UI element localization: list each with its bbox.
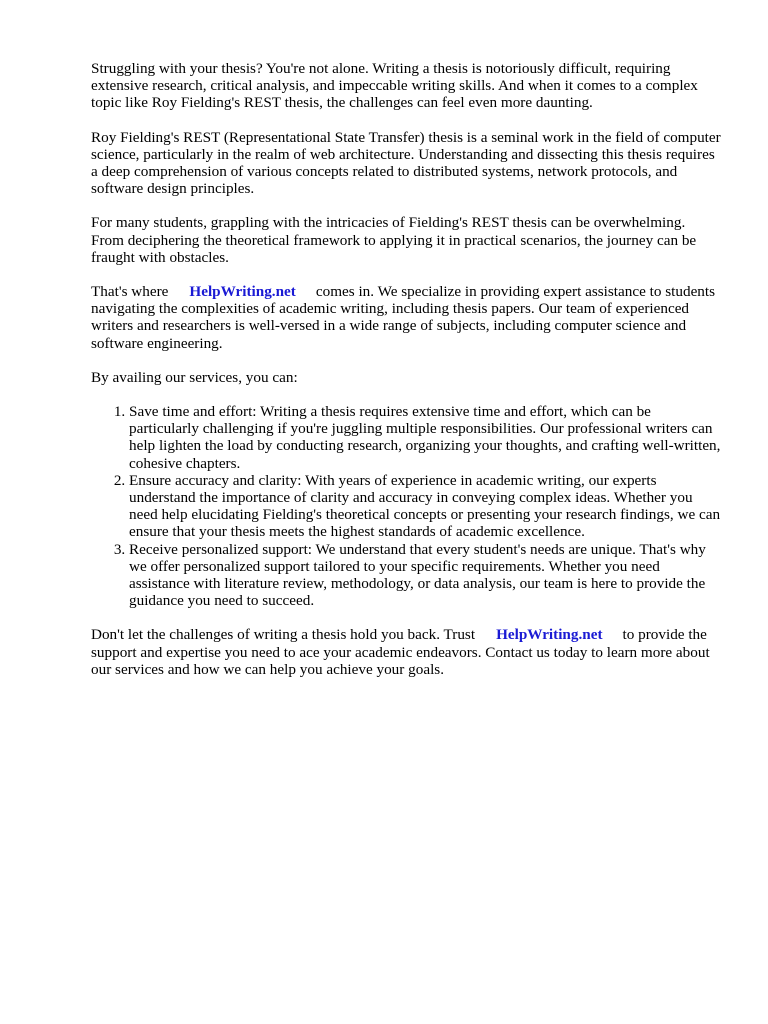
helpwriting-link[interactable]: HelpWriting.net [189,283,296,301]
helpwriting-link-closing[interactable]: HelpWriting.net [496,626,603,644]
services-list-item: 3. Receive personalized support: We understand that every student's needs are unique. That's why we offer personalized support tailored to your specific requirements. Whether you need assistance with literature review, methodology, or data analysis, our team is here to provide the guidance you need to succeed. [129,541,721,610]
paragraph-helpwriting-rest: comes in. We specialize in providing expert assistance to students navigating the complexities of academic writing, including thesis papers. Our team of experienced writers and researchers is well-versed in a wide range of subjects, including computer science and software engineering. [91,283,716,352]
paragraph-helpwriting [91,283,721,352]
paragraph-closing [91,626,721,678]
paragraph-closing-rest: to provide the support and expertise you need to ace your academic endeavors. Contact us today to learn more about our services and how we can help you achieve your goals. [91,626,710,678]
paragraph-intro: Struggling with your thesis? You're not alone. Writing a thesis is notoriously difficult, requiring extensive research, critical analysis, and impeccable writing skills. And when it comes to a complex topic like Roy Fielding's REST thesis, the challenges can feel even more daunting. [91,60,698,112]
paragraph-closing-lead: Don't let the challenges of writing a thesis hold you back. Trust [91,626,476,644]
document-page [91,60,721,695]
services-list [91,403,721,609]
paragraph-students: For many students, grappling with the intricacies of Fielding's REST thesis can be overwhelming. From deciphering the theoretical framework to applying it in practical scenarios, the journey can be fraught with obstacles. [91,214,697,266]
services-intro: By availing our services, you can: [91,368,298,386]
services-list-item: 2. Ensure accuracy and clarity: With years of experience in academic writing, our experts understand the importance of clarity and accuracy in conveying complex ideas. Whether you need help elucidating Fielding's theoretical concepts or presenting your research findings, we can ensure that your thesis meets the highest standards of academic excellence. [129,472,721,541]
paragraph-helpwriting-lead: That's where [91,283,169,301]
paragraph-rest-thesis: Roy Fielding's REST (Representational State Transfer) thesis is a seminal work in the field of computer science, particularly in the realm of web architecture. Understanding and dissecting this thesis requires a deep comprehension of various concepts related to distributed systems, network protocols, and software design principles. [91,128,721,198]
services-list-item: 1. Save time and effort: Writing a thesis requires extensive time and effort, which can be particularly challenging if you're juggling multiple responsibilities. Our professional writers can help lighten the load by conducting research, organizing your thoughts, and crafting well-written, cohesive chapters. [129,403,721,472]
